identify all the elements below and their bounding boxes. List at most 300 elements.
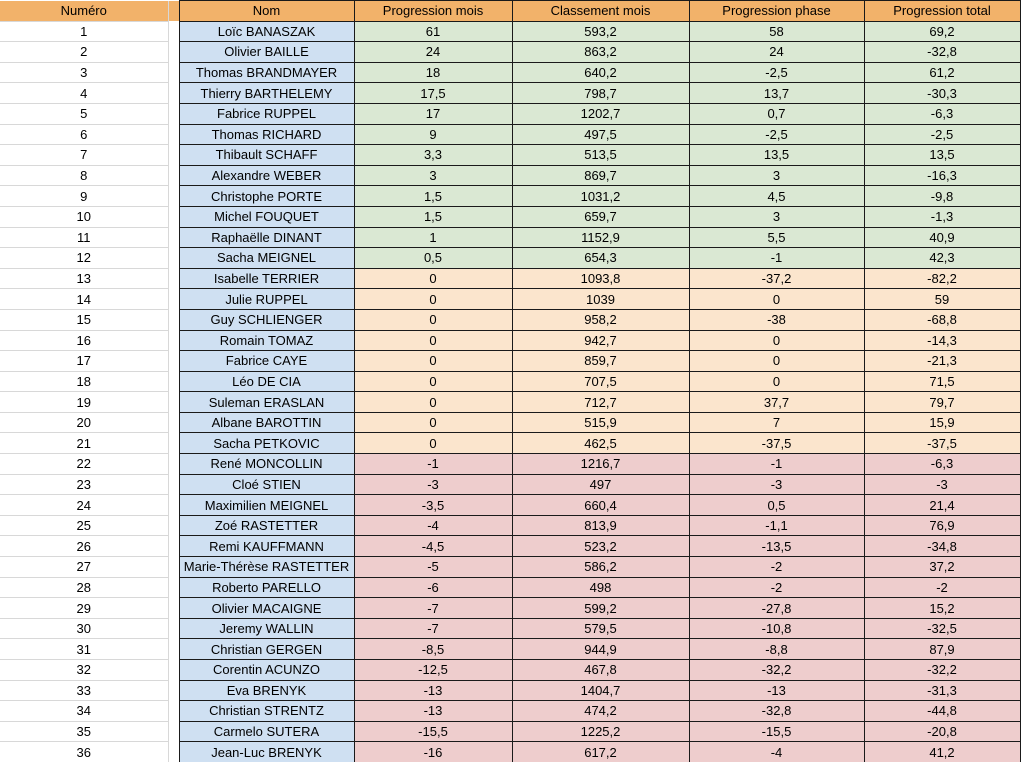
cell-nom[interactable]: Sacha PETKOVIC	[179, 433, 354, 454]
cell-numero[interactable]: 7	[0, 145, 168, 166]
table-row	[0, 227, 1024, 248]
header-right-pad	[1020, 1, 1024, 22]
cell-nom[interactable]: Julie RUPPEL	[179, 289, 354, 310]
cell-nom[interactable]: Guy SCHLIENGER	[179, 309, 354, 330]
table-row	[0, 186, 1024, 207]
cell-nom[interactable]: Raphaëlle DINANT	[179, 227, 354, 248]
table-row	[0, 206, 1024, 227]
cell-progression-total[interactable]: 42,3	[864, 248, 1020, 269]
table-row	[0, 268, 1024, 289]
cell-right-pad	[1020, 268, 1024, 289]
table-row	[0, 660, 1024, 681]
table-body	[0, 21, 1024, 762]
cell-progression-total[interactable]: -6,3	[864, 103, 1020, 124]
cell-progression-phase[interactable]: 37,7	[689, 392, 864, 413]
cell-right-pad	[1020, 371, 1024, 392]
cell-numero[interactable]: 13	[0, 268, 168, 289]
cell-progression-phase[interactable]: -1	[689, 248, 864, 269]
cell-progression-mois[interactable]: 0	[354, 412, 512, 433]
cell-progression-phase[interactable]: 0	[689, 371, 864, 392]
cell-progression-mois[interactable]: 61	[354, 21, 512, 42]
cell-progression-phase[interactable]: -15,5	[689, 721, 864, 742]
cell-classement-mois[interactable]: 859,7	[512, 351, 689, 372]
cell-progression-total[interactable]: -3	[864, 474, 1020, 495]
cell-numero[interactable]: 3	[0, 62, 168, 83]
cell-progression-phase[interactable]: -2,5	[689, 124, 864, 145]
cell-progression-phase[interactable]: 0,5	[689, 495, 864, 516]
cell-spacer	[168, 124, 179, 145]
header-spacer	[168, 1, 179, 22]
cell-numero[interactable]: 31	[0, 639, 168, 660]
cell-progression-phase[interactable]: -32,8	[689, 701, 864, 722]
cell-progression-total[interactable]: 15,9	[864, 412, 1020, 433]
cell-right-pad	[1020, 701, 1024, 722]
cell-progression-mois[interactable]: 0	[354, 351, 512, 372]
cell-progression-phase[interactable]: -37,2	[689, 268, 864, 289]
cell-spacer	[168, 680, 179, 701]
cell-nom[interactable]: Léo DE CIA	[179, 371, 354, 392]
cell-progression-total[interactable]: -68,8	[864, 309, 1020, 330]
cell-progression-mois[interactable]: 3	[354, 165, 512, 186]
cell-progression-phase[interactable]: -32,2	[689, 660, 864, 681]
table-row	[0, 330, 1024, 351]
cell-nom[interactable]: Olivier MACAIGNE	[179, 598, 354, 619]
cell-spacer	[168, 412, 179, 433]
cell-numero[interactable]: 27	[0, 557, 168, 578]
cell-classement-mois[interactable]: 523,2	[512, 536, 689, 557]
cell-progression-mois[interactable]: 0	[354, 309, 512, 330]
cell-progression-total[interactable]: -32,8	[864, 42, 1020, 63]
cell-numero[interactable]: 34	[0, 701, 168, 722]
cell-progression-total[interactable]: -21,3	[864, 351, 1020, 372]
cell-spacer	[168, 227, 179, 248]
cell-progression-total[interactable]: -37,5	[864, 433, 1020, 454]
cell-progression-mois[interactable]: -13	[354, 701, 512, 722]
cell-classement-mois[interactable]: 586,2	[512, 557, 689, 578]
cell-progression-mois[interactable]: 3,3	[354, 145, 512, 166]
cell-numero[interactable]: 25	[0, 515, 168, 536]
cell-numero[interactable]: 26	[0, 536, 168, 557]
cell-progression-phase[interactable]: -3	[689, 474, 864, 495]
cell-numero[interactable]: 20	[0, 412, 168, 433]
cell-nom[interactable]: Cloé STIEN	[179, 474, 354, 495]
cell-progression-mois[interactable]: -4,5	[354, 536, 512, 557]
cell-classement-mois[interactable]: 659,7	[512, 206, 689, 227]
cell-right-pad	[1020, 454, 1024, 475]
cell-progression-total[interactable]: -16,3	[864, 165, 1020, 186]
cell-numero[interactable]: 19	[0, 392, 168, 413]
cell-progression-mois[interactable]: 9	[354, 124, 512, 145]
cell-progression-total[interactable]: -82,2	[864, 268, 1020, 289]
cell-progression-mois[interactable]: 0	[354, 289, 512, 310]
cell-progression-total[interactable]: 41,2	[864, 742, 1020, 762]
table-row	[0, 289, 1024, 310]
cell-classement-mois[interactable]: 869,7	[512, 165, 689, 186]
cell-right-pad	[1020, 598, 1024, 619]
cell-classement-mois[interactable]: 513,5	[512, 145, 689, 166]
cell-progression-total[interactable]: 71,5	[864, 371, 1020, 392]
cell-progression-total[interactable]: 87,9	[864, 639, 1020, 660]
cell-progression-mois[interactable]: 1,5	[354, 206, 512, 227]
cell-numero[interactable]: 11	[0, 227, 168, 248]
cell-progression-phase[interactable]: -1	[689, 454, 864, 475]
cell-spacer	[168, 268, 179, 289]
cell-progression-mois[interactable]: 0,5	[354, 248, 512, 269]
cell-progression-mois[interactable]: -13	[354, 680, 512, 701]
cell-numero[interactable]: 2	[0, 42, 168, 63]
cell-classement-mois[interactable]: 1039	[512, 289, 689, 310]
cell-nom[interactable]: Thibault SCHAFF	[179, 145, 354, 166]
cell-right-pad	[1020, 21, 1024, 42]
cell-spacer	[168, 557, 179, 578]
cell-nom[interactable]: Fabrice RUPPEL	[179, 103, 354, 124]
cell-classement-mois[interactable]: 1202,7	[512, 103, 689, 124]
cell-numero[interactable]: 9	[0, 186, 168, 207]
cell-nom[interactable]: Thomas RICHARD	[179, 124, 354, 145]
cell-nom[interactable]: Christophe PORTE	[179, 186, 354, 207]
cell-numero[interactable]: 15	[0, 309, 168, 330]
cell-classement-mois[interactable]: 497	[512, 474, 689, 495]
cell-progression-mois[interactable]: 0	[354, 268, 512, 289]
cell-numero[interactable]: 14	[0, 289, 168, 310]
cell-progression-phase[interactable]: -10,8	[689, 618, 864, 639]
cell-classement-mois[interactable]: 599,2	[512, 598, 689, 619]
cell-progression-total[interactable]: 76,9	[864, 515, 1020, 536]
cell-numero[interactable]: 8	[0, 165, 168, 186]
cell-progression-total[interactable]: 79,7	[864, 392, 1020, 413]
cell-numero[interactable]: 32	[0, 660, 168, 681]
cell-spacer	[168, 660, 179, 681]
cell-right-pad	[1020, 515, 1024, 536]
cell-progression-phase[interactable]: -1,1	[689, 515, 864, 536]
cell-progression-mois[interactable]: 0	[354, 392, 512, 413]
cell-progression-total[interactable]: -32,5	[864, 618, 1020, 639]
cell-progression-total[interactable]: -9,8	[864, 186, 1020, 207]
cell-nom[interactable]: Suleman ERASLAN	[179, 392, 354, 413]
cell-classement-mois[interactable]: 1093,8	[512, 268, 689, 289]
cell-nom[interactable]: Romain TOMAZ	[179, 330, 354, 351]
cell-progression-phase[interactable]: 0	[689, 330, 864, 351]
cell-classement-mois[interactable]: 660,4	[512, 495, 689, 516]
cell-classement-mois[interactable]: 462,5	[512, 433, 689, 454]
cell-right-pad	[1020, 474, 1024, 495]
cell-right-pad	[1020, 289, 1024, 310]
table-row	[0, 145, 1024, 166]
cell-classement-mois[interactable]: 958,2	[512, 309, 689, 330]
cell-progression-mois[interactable]: -7	[354, 598, 512, 619]
cell-progression-total[interactable]: 21,4	[864, 495, 1020, 516]
cell-classement-mois[interactable]: 942,7	[512, 330, 689, 351]
cell-progression-total[interactable]: 69,2	[864, 21, 1020, 42]
table-row	[0, 618, 1024, 639]
cell-nom[interactable]: Roberto PARELLO	[179, 577, 354, 598]
cell-classement-mois[interactable]: 1225,2	[512, 721, 689, 742]
cell-progression-mois[interactable]: 17	[354, 103, 512, 124]
cell-progression-phase[interactable]: 0	[689, 289, 864, 310]
cell-spacer	[168, 206, 179, 227]
cell-progression-total[interactable]: 13,5	[864, 145, 1020, 166]
cell-progression-phase[interactable]: 3	[689, 206, 864, 227]
cell-numero[interactable]: 5	[0, 103, 168, 124]
cell-progression-total[interactable]: 61,2	[864, 62, 1020, 83]
cell-spacer	[168, 392, 179, 413]
cell-progression-phase[interactable]: 4,5	[689, 186, 864, 207]
cell-progression-total[interactable]: -20,8	[864, 721, 1020, 742]
cell-progression-phase[interactable]: -13	[689, 680, 864, 701]
header-progression-total[interactable]: Progression total	[864, 1, 1020, 22]
cell-numero[interactable]: 6	[0, 124, 168, 145]
cell-numero[interactable]: 16	[0, 330, 168, 351]
cell-classement-mois[interactable]: 593,2	[512, 21, 689, 42]
cell-progression-mois[interactable]: -6	[354, 577, 512, 598]
cell-classement-mois[interactable]: 712,7	[512, 392, 689, 413]
cell-nom[interactable]: Jean-Luc BRENYK	[179, 742, 354, 762]
cell-classement-mois[interactable]: 640,2	[512, 62, 689, 83]
cell-spacer	[168, 474, 179, 495]
cell-progression-total[interactable]: -32,2	[864, 660, 1020, 681]
cell-progression-mois[interactable]: -7	[354, 618, 512, 639]
cell-nom[interactable]: René MONCOLLIN	[179, 454, 354, 475]
cell-right-pad	[1020, 639, 1024, 660]
cell-nom[interactable]: Thierry BARTHELEMY	[179, 83, 354, 104]
cell-spacer	[168, 618, 179, 639]
cell-classement-mois[interactable]: 1031,2	[512, 186, 689, 207]
cell-nom[interactable]: Albane BAROTTIN	[179, 412, 354, 433]
header-progression-mois[interactable]: Progression mois	[354, 1, 512, 22]
cell-numero[interactable]: 24	[0, 495, 168, 516]
table-row	[0, 309, 1024, 330]
cell-progression-mois[interactable]: -15,5	[354, 721, 512, 742]
cell-classement-mois[interactable]: 798,7	[512, 83, 689, 104]
table-row	[0, 433, 1024, 454]
cell-progression-mois[interactable]: -3	[354, 474, 512, 495]
cell-numero[interactable]: 35	[0, 721, 168, 742]
cell-classement-mois[interactable]: 654,3	[512, 248, 689, 269]
cell-numero[interactable]: 1	[0, 21, 168, 42]
header-numero[interactable]: Numéro	[0, 1, 168, 22]
cell-nom[interactable]: Christian GERGEN	[179, 639, 354, 660]
cell-right-pad	[1020, 248, 1024, 269]
table-row	[0, 21, 1024, 42]
cell-progression-mois[interactable]: -1	[354, 454, 512, 475]
cell-progression-mois[interactable]: 18	[354, 62, 512, 83]
cell-progression-phase[interactable]: 0	[689, 351, 864, 372]
table-row	[0, 351, 1024, 372]
cell-nom[interactable]: Loïc BANASZAK	[179, 21, 354, 42]
cell-numero[interactable]: 18	[0, 371, 168, 392]
table-row	[0, 454, 1024, 475]
cell-nom[interactable]: Sacha MEIGNEL	[179, 248, 354, 269]
cell-progression-total[interactable]: -6,3	[864, 454, 1020, 475]
cell-numero[interactable]: 17	[0, 351, 168, 372]
cell-progression-mois[interactable]: 0	[354, 371, 512, 392]
cell-classement-mois[interactable]: 617,2	[512, 742, 689, 762]
cell-nom[interactable]: Isabelle TERRIER	[179, 268, 354, 289]
cell-nom[interactable]: Corentin ACUNZO	[179, 660, 354, 681]
cell-numero[interactable]: 33	[0, 680, 168, 701]
table-row	[0, 577, 1024, 598]
cell-progression-phase[interactable]: 24	[689, 42, 864, 63]
cell-spacer	[168, 536, 179, 557]
cell-progression-total[interactable]: -2,5	[864, 124, 1020, 145]
cell-nom[interactable]: Michel FOUQUET	[179, 206, 354, 227]
cell-spacer	[168, 721, 179, 742]
cell-spacer	[168, 309, 179, 330]
cell-numero[interactable]: 28	[0, 577, 168, 598]
cell-numero[interactable]: 4	[0, 83, 168, 104]
cell-nom[interactable]: Olivier BAILLE	[179, 42, 354, 63]
table-row	[0, 103, 1024, 124]
cell-nom[interactable]: Remi KAUFFMANN	[179, 536, 354, 557]
cell-progression-phase[interactable]: -2	[689, 557, 864, 578]
header-progression-phase[interactable]: Progression phase	[689, 1, 864, 22]
cell-numero[interactable]: 22	[0, 454, 168, 475]
table-row	[0, 557, 1024, 578]
cell-spacer	[168, 165, 179, 186]
cell-progression-phase[interactable]: 58	[689, 21, 864, 42]
header-classement-mois[interactable]: Classement mois	[512, 1, 689, 22]
cell-spacer	[168, 186, 179, 207]
cell-progression-total[interactable]: -44,8	[864, 701, 1020, 722]
cell-spacer	[168, 62, 179, 83]
cell-progression-total[interactable]: 40,9	[864, 227, 1020, 248]
cell-progression-mois[interactable]: 1,5	[354, 186, 512, 207]
cell-progression-total[interactable]: 37,2	[864, 557, 1020, 578]
cell-progression-phase[interactable]: 13,7	[689, 83, 864, 104]
cell-progression-phase[interactable]: -37,5	[689, 433, 864, 454]
cell-progression-mois[interactable]: 17,5	[354, 83, 512, 104]
cell-classement-mois[interactable]: 863,2	[512, 42, 689, 63]
cell-nom[interactable]: Jeremy WALLIN	[179, 618, 354, 639]
cell-nom[interactable]: Fabrice CAYE	[179, 351, 354, 372]
table-row	[0, 515, 1024, 536]
cell-classement-mois[interactable]: 1152,9	[512, 227, 689, 248]
cell-numero[interactable]: 30	[0, 618, 168, 639]
cell-numero[interactable]: 36	[0, 742, 168, 762]
cell-spacer	[168, 433, 179, 454]
cell-nom[interactable]: Eva BRENYK	[179, 680, 354, 701]
cell-right-pad	[1020, 392, 1024, 413]
cell-progression-mois[interactable]: 0	[354, 330, 512, 351]
cell-progression-total[interactable]: -2	[864, 577, 1020, 598]
cell-right-pad	[1020, 186, 1024, 207]
cell-progression-phase[interactable]: 3	[689, 165, 864, 186]
table-row	[0, 701, 1024, 722]
cell-numero[interactable]: 29	[0, 598, 168, 619]
cell-numero[interactable]: 21	[0, 433, 168, 454]
cell-nom[interactable]: Thomas BRANDMAYER	[179, 62, 354, 83]
cell-classement-mois[interactable]: 515,9	[512, 412, 689, 433]
cell-nom[interactable]: Christian STRENTZ	[179, 701, 354, 722]
cell-progression-total[interactable]: -31,3	[864, 680, 1020, 701]
cell-progression-mois[interactable]: 24	[354, 42, 512, 63]
cell-progression-total[interactable]: -1,3	[864, 206, 1020, 227]
cell-progression-phase[interactable]: -4	[689, 742, 864, 762]
cell-progression-phase[interactable]: 13,5	[689, 145, 864, 166]
cell-spacer	[168, 330, 179, 351]
cell-numero[interactable]: 10	[0, 206, 168, 227]
table-row	[0, 680, 1024, 701]
cell-progression-phase[interactable]: 0,7	[689, 103, 864, 124]
cell-right-pad	[1020, 103, 1024, 124]
cell-progression-phase[interactable]: -13,5	[689, 536, 864, 557]
cell-classement-mois[interactable]: 467,8	[512, 660, 689, 681]
cell-progression-phase[interactable]: 5,5	[689, 227, 864, 248]
cell-classement-mois[interactable]: 707,5	[512, 371, 689, 392]
cell-spacer	[168, 495, 179, 516]
cell-spacer	[168, 351, 179, 372]
cell-progression-phase[interactable]: 7	[689, 412, 864, 433]
cell-nom[interactable]: Alexandre WEBER	[179, 165, 354, 186]
cell-progression-total[interactable]: -34,8	[864, 536, 1020, 557]
cell-right-pad	[1020, 412, 1024, 433]
cell-progression-total[interactable]: -30,3	[864, 83, 1020, 104]
cell-progression-mois[interactable]: -16	[354, 742, 512, 762]
cell-right-pad	[1020, 124, 1024, 145]
cell-classement-mois[interactable]: 498	[512, 577, 689, 598]
header-nom[interactable]: Nom	[179, 1, 354, 22]
cell-spacer	[168, 145, 179, 166]
cell-progression-total[interactable]: 15,2	[864, 598, 1020, 619]
cell-progression-mois[interactable]: -12,5	[354, 660, 512, 681]
cell-nom[interactable]: Marie-Thérèse RASTETTER	[179, 557, 354, 578]
header-row	[0, 1, 1024, 22]
cell-spacer	[168, 83, 179, 104]
cell-classement-mois[interactable]: 1404,7	[512, 680, 689, 701]
cell-classement-mois[interactable]: 579,5	[512, 618, 689, 639]
cell-classement-mois[interactable]: 474,2	[512, 701, 689, 722]
cell-nom[interactable]: Carmelo SUTERA	[179, 721, 354, 742]
cell-progression-total[interactable]: -14,3	[864, 330, 1020, 351]
cell-right-pad	[1020, 680, 1024, 701]
cell-progression-mois[interactable]: -8,5	[354, 639, 512, 660]
cell-spacer	[168, 742, 179, 762]
cell-right-pad	[1020, 227, 1024, 248]
cell-nom[interactable]: Maximilien MEIGNEL	[179, 495, 354, 516]
cell-progression-total[interactable]: 59	[864, 289, 1020, 310]
cell-classement-mois[interactable]: 1216,7	[512, 454, 689, 475]
cell-classement-mois[interactable]: 813,9	[512, 515, 689, 536]
cell-spacer	[168, 639, 179, 660]
cell-right-pad	[1020, 721, 1024, 742]
cell-progression-mois[interactable]: -5	[354, 557, 512, 578]
table-row	[0, 412, 1024, 433]
cell-progression-mois[interactable]: 1	[354, 227, 512, 248]
cell-right-pad	[1020, 495, 1024, 516]
cell-spacer	[168, 42, 179, 63]
cell-numero[interactable]: 12	[0, 248, 168, 269]
cell-right-pad	[1020, 536, 1024, 557]
cell-progression-phase[interactable]: -2,5	[689, 62, 864, 83]
table-row	[0, 721, 1024, 742]
cell-classement-mois[interactable]: 944,9	[512, 639, 689, 660]
cell-spacer	[168, 598, 179, 619]
cell-progression-mois[interactable]: -3,5	[354, 495, 512, 516]
cell-progression-mois[interactable]: 0	[354, 433, 512, 454]
cell-progression-phase[interactable]: -38	[689, 309, 864, 330]
cell-progression-phase[interactable]: -8,8	[689, 639, 864, 660]
cell-nom[interactable]: Zoé RASTETTER	[179, 515, 354, 536]
cell-right-pad	[1020, 618, 1024, 639]
cell-numero[interactable]: 23	[0, 474, 168, 495]
cell-right-pad	[1020, 577, 1024, 598]
cell-progression-mois[interactable]: -4	[354, 515, 512, 536]
cell-progression-phase[interactable]: -27,8	[689, 598, 864, 619]
cell-classement-mois[interactable]: 497,5	[512, 124, 689, 145]
cell-progression-phase[interactable]: -2	[689, 577, 864, 598]
table-row	[0, 42, 1024, 63]
cell-right-pad	[1020, 165, 1024, 186]
